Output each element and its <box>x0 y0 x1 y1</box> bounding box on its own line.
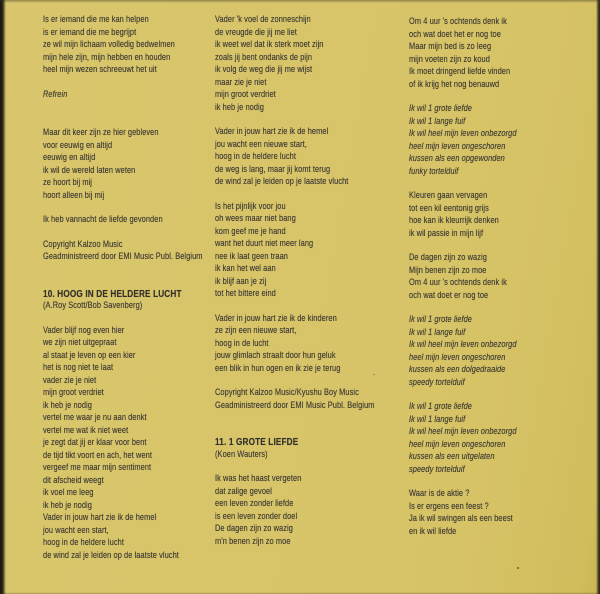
stanza <box>409 252 600 302</box>
lyrics-line: heel mijn wezen schreeuwt het uit <box>43 64 157 75</box>
refrein-label <box>43 89 238 102</box>
lyrics-line: kussen als een opgewonden <box>409 153 505 164</box>
track-credit: (A.Roy Scott/Bob Savenberg) <box>43 300 143 311</box>
track-title: 11. 1 GROTE LIEFDE <box>215 436 299 448</box>
lyrics-column-left <box>43 14 238 574</box>
stanza <box>215 126 410 189</box>
lyrics-line: eeuwig en altijd <box>43 152 96 163</box>
lyrics-line: ik blijf aan je zij <box>215 275 267 287</box>
lyrics-line: ik heb je nodig <box>43 499 92 511</box>
lyrics-line: jouw glimlach straalt door hun geluk <box>215 350 336 361</box>
lyrics-line: de wind zal je leiden op je laatste vlucht <box>215 176 349 187</box>
stanza <box>43 14 238 77</box>
lyrics-line: nee ik laat geen traan <box>215 250 288 262</box>
lyrics-line: Maar mijn bed is zo leeg <box>409 41 492 52</box>
lyrics-line: een leven zonder liefde <box>215 498 294 509</box>
lyrics-line: ik weet wel dat ik sterk moet zijn <box>215 39 324 50</box>
lyrics-line: ik wil de wereld laten weten <box>43 164 136 176</box>
copyright-note <box>43 239 238 264</box>
stanza <box>43 127 238 202</box>
lyrics-line: oh wees maar niet bang <box>215 213 296 224</box>
lyrics-line: Vader in jouw hart zie ik de kinderen <box>215 312 337 324</box>
lyrics-column-middle <box>215 14 410 560</box>
lyrics-line: ik volg de weg die jij me wijst <box>215 64 313 75</box>
lyrics-line: hoe kan ik kleurrijk denken <box>409 215 499 226</box>
lyrics-line: Ik wil heel mijn leven onbezorgd <box>409 339 517 350</box>
lyrics-line: en ik wil liefde <box>409 525 457 537</box>
lyrics-line: Copyright Kalzoo Music <box>43 238 123 250</box>
lyrics-line: Vader in jouw hart zie ik de hemel <box>215 126 329 137</box>
lyrics-line: Ik wil heel mijn leven onbezorgd <box>409 426 517 437</box>
lyrics-line: jou wacht een start, <box>43 524 109 536</box>
stanza <box>43 325 238 563</box>
lyrics-line: het is nog niet te laat <box>43 362 114 373</box>
lyrics-line: tot het bittere eind <box>215 288 276 299</box>
lyrics-line: hoog in de lucht <box>215 337 269 349</box>
scan-speck <box>373 374 375 375</box>
scan-edge-top <box>0 0 600 3</box>
lyrics-line: mijn hele zijn, mijn hebben en houden <box>43 51 171 63</box>
scan-speck <box>517 567 519 569</box>
lyrics-line: m'n benen zijn zo moe <box>215 535 291 547</box>
lyrics-line: want het duurt niet meer lang <box>215 238 314 249</box>
copyright-note <box>215 387 410 412</box>
stanza <box>409 190 600 240</box>
stanza <box>215 14 410 114</box>
stanza <box>409 103 600 178</box>
lyrics-line: Ja ik wil swingen als een beest <box>409 513 513 524</box>
lyrics-line: Kleuren gaan vervagen <box>409 190 488 201</box>
lyrics-line: jou wacht een nieuwe start, <box>215 138 307 150</box>
lyrics-line: Mijn benen zijn zo moe <box>409 264 487 276</box>
lyrics-line: vader zie je niet <box>43 374 97 386</box>
lyrics-line: ze wil mijn lichaam volledig bedwelmen <box>43 39 175 50</box>
lyrics-line: Ik wil heel mijn leven onbezorgd <box>409 128 517 139</box>
lyrics-line: vergeef me maar mijn sentiment <box>43 462 152 473</box>
stanza <box>409 314 600 389</box>
lyrics-line: heel mijn leven ongeschoren <box>409 351 506 363</box>
lyrics-line: ik kan het wel aan <box>215 263 276 274</box>
track-heading <box>43 288 238 313</box>
lyrics-line: vertel me waar je nu aan denkt <box>43 412 147 423</box>
lyrics-line: vertel me wat ik niet weet <box>43 424 129 436</box>
lyrics-line: hoort alleen bij mij <box>43 189 105 201</box>
lyrics-line: Om 4 uur 's ochtends denk ik <box>409 277 507 288</box>
lyrics-line: funky tortelduif <box>409 165 459 177</box>
lyrics-column-right <box>409 16 600 550</box>
lyrics-line: voor eeuwig en altijd <box>43 139 113 151</box>
lyrics-line: speedy tortelduif <box>409 376 465 388</box>
lyrics-line: de tijd tikt voort en ach, het went <box>43 449 153 461</box>
lyrics-line: maar zie je niet <box>215 76 267 88</box>
lyrics-line: Geadministreerd door EMI Music Publ. Belgium <box>43 251 203 262</box>
lyrics-line: tot een kil eentonig grijs <box>409 202 489 214</box>
lyrics-line: heel mijn leven ongeschoren <box>409 438 506 450</box>
lyrics-line: ik heb je nodig <box>43 399 92 411</box>
lyrics-line: ik heb je nodig <box>215 101 264 113</box>
lyrics-line: Ik wil 1 grote liefde <box>409 103 473 114</box>
lyrics-line: Ik wil 1 lange fuif <box>409 326 466 338</box>
lyrics-line: Maar dit keer zijn ze hier gebleven <box>43 127 159 138</box>
lyrics-line: Is het pijnlijk voor jou <box>215 200 286 212</box>
lyrics-line: och wat doet er nog toe <box>409 289 489 301</box>
lyrics-line: de wind zal je leiden op de laatste vlucht <box>43 549 179 561</box>
stanza <box>409 401 600 476</box>
lyrics-line: Is er ergens een feest ? <box>409 500 489 512</box>
lyrics-line: mijn groot verdriet <box>215 89 276 100</box>
lyrics-line: de weg is lang, maar jij komt terug <box>215 163 331 175</box>
scan-edge-left <box>0 0 6 594</box>
lyrics-line: Waar is de aktie ? <box>409 488 470 499</box>
lyrics-line: de vreugde die jij me liet <box>215 26 297 38</box>
lyrics-line: De dagen zijn zo wazig <box>215 523 293 534</box>
lyrics-line: ze hoort bij mij <box>43 177 93 188</box>
lyrics-line: Geadministreerd door EMI Music Publ. Belgium <box>215 399 375 411</box>
lyrics-line: kom geef me je hand <box>215 225 286 237</box>
stanza <box>43 214 238 227</box>
lyrics-line: of ik krijg het nog benauwd <box>409 78 500 90</box>
track-credit: (Koen Wauters) <box>215 448 268 460</box>
lyrics-line: hoog in de heldere lucht <box>43 537 124 548</box>
stanza <box>409 488 600 538</box>
lyrics-line: Ik moet dringend liefde vinden <box>409 66 511 77</box>
track-title: 10. HOOG IN DE HELDERE LUCHT <box>43 287 182 300</box>
lyrics-line: ze zijn een nieuwe start, <box>215 325 297 336</box>
lyrics-line: Ik was het haast vergeten <box>215 473 302 484</box>
stanza <box>215 201 410 301</box>
lyrics-line: al staat je leven op een kier <box>43 349 136 361</box>
lyrics-line: Is er iemand die me kan helpen <box>43 14 149 25</box>
lyrics-line: we zijn niet uitgepraat <box>43 337 117 348</box>
lyrics-line: een blik in hun ogen en ik zie je terug <box>215 362 341 374</box>
lyrics-line: Ik wil 1 grote liefde <box>409 314 473 325</box>
lyrics-line: Copyright Kalzoo Music/Kyushu Boy Music <box>215 387 359 398</box>
lyrics-line: mijn voeten zijn zo koud <box>409 53 490 65</box>
lyrics-line: kussen als een uitgelaten <box>409 451 495 462</box>
track-heading <box>215 436 410 461</box>
lyrics-line: is een leven zonder doel <box>215 510 298 522</box>
stanza <box>215 473 410 548</box>
lyrics-line: kussen als een dolgedraaide <box>409 364 506 375</box>
lyrics-line: speedy tortelduif <box>409 463 465 475</box>
stanza <box>215 313 410 376</box>
lyrics-line: mijn groot verdriet <box>43 387 104 398</box>
lyrics-line: Ik heb vannacht de liefde gevonden <box>43 214 163 225</box>
lyrics-line: is er iemand die me begrijpt <box>43 26 137 38</box>
lyrics-line: och wat doet het er nog toe <box>409 28 501 40</box>
lyrics-line: heel mijn leven ongeschoren <box>409 140 506 152</box>
lyrics-line: zoals jij bent ondanks de pijn <box>215 51 313 63</box>
lyrics-line: De dagen zijn zo wazig <box>409 252 487 263</box>
lyrics-line: dat zalige gevoel <box>215 485 272 497</box>
lyrics-line: Ik wil 1 lange fuif <box>409 413 466 425</box>
lyrics-line: je zegt dat jij er klaar voor bent <box>43 437 147 448</box>
lyrics-line: dit afscheid weegt <box>43 474 104 486</box>
stanza <box>409 16 600 91</box>
lyrics-line: Vader 'k voel de zonneschijn <box>215 14 311 25</box>
lyrics-line: Vader in jouw hart zie ik de hemel <box>43 512 157 523</box>
lyrics-line: Ik wil 1 grote liefde <box>409 401 473 412</box>
lyrics-line: Om 4 uur 's ochtends denk ik <box>409 16 507 27</box>
lyrics-line: ik wil passie in mijn lijf <box>409 227 484 239</box>
lyrics-line: ik voel me leeg <box>43 487 94 498</box>
lyrics-line: Refrein <box>43 88 68 100</box>
lyrics-line: hoog in de heldere lucht <box>215 151 296 162</box>
lyrics-line: Vader blijf nog even hier <box>43 324 125 336</box>
lyrics-line: Ik wil 1 lange fuif <box>409 115 466 127</box>
